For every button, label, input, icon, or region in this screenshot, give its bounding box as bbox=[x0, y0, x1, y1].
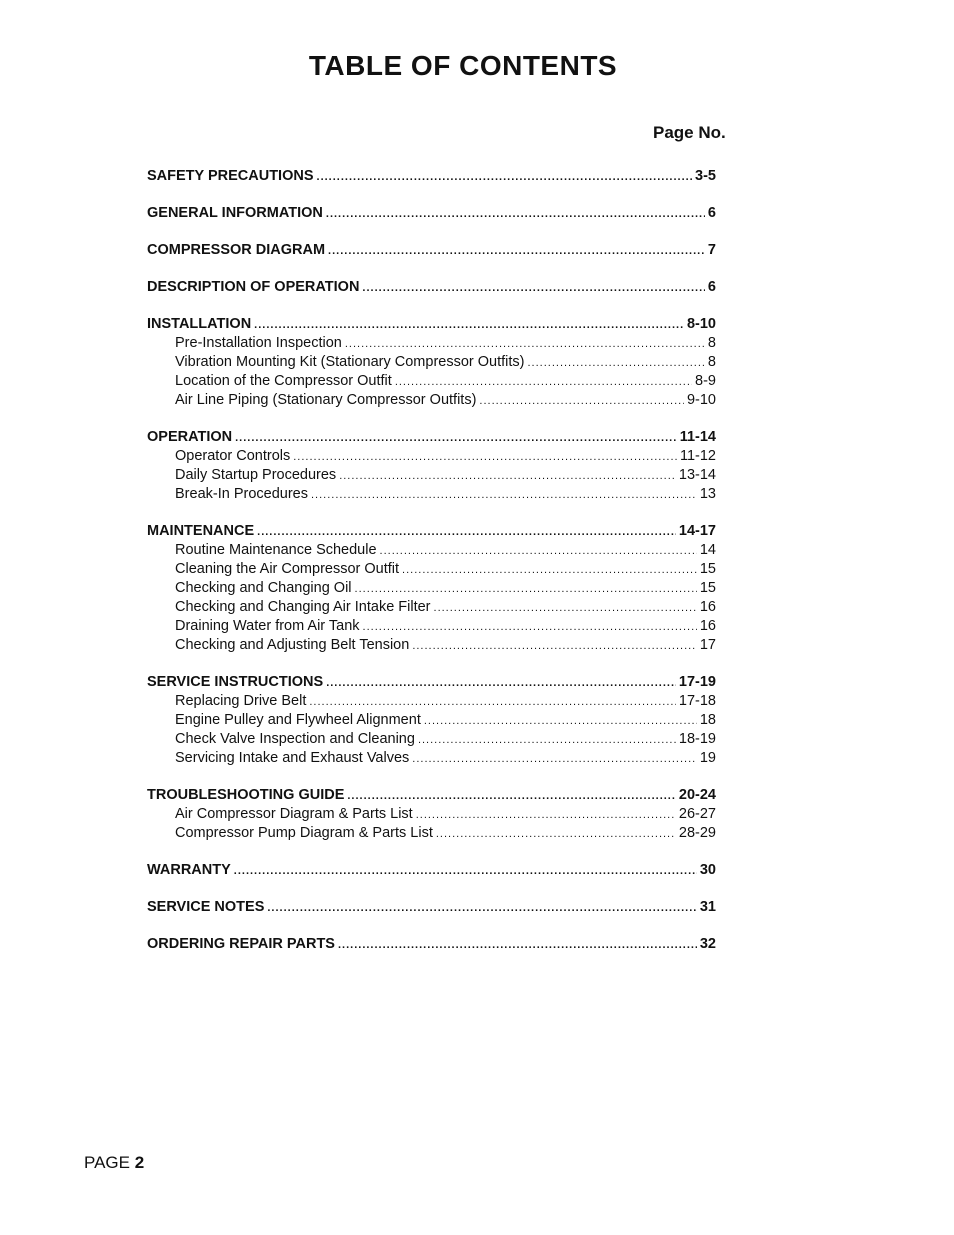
toc-subentry-label: Cleaning the Air Compressor Outfit bbox=[175, 561, 400, 577]
toc-section-page: 6 bbox=[707, 279, 716, 295]
toc-subentry-page: 17-18 bbox=[678, 693, 716, 709]
dot-leader bbox=[479, 395, 684, 407]
toc-subentry-page: 13-14 bbox=[678, 467, 716, 483]
toc-section-page: 6 bbox=[707, 205, 716, 221]
toc-section bbox=[147, 936, 716, 955]
dot-leader bbox=[402, 564, 697, 576]
toc-subentry bbox=[147, 392, 716, 411]
toc-subentry-label: Engine Pulley and Flywheel Alignment bbox=[175, 712, 421, 728]
toc-subentry-page: 19 bbox=[699, 750, 716, 766]
dot-leader bbox=[395, 376, 692, 388]
toc-section-page: 11-14 bbox=[679, 429, 716, 445]
dot-leader bbox=[418, 734, 676, 746]
toc-section bbox=[147, 168, 716, 187]
toc-subentry bbox=[147, 618, 716, 637]
toc-section-page: 7 bbox=[707, 242, 716, 258]
toc-subentry-label: Location of the Compressor Outfit bbox=[175, 373, 392, 389]
toc-subentry bbox=[147, 750, 716, 769]
dot-leader bbox=[235, 432, 677, 444]
toc-section-entry bbox=[147, 316, 716, 335]
toc-section bbox=[147, 242, 716, 261]
dot-leader bbox=[257, 526, 676, 538]
toc-section-page: 20-24 bbox=[678, 787, 716, 803]
toc-section bbox=[147, 674, 716, 769]
toc-subentry-page: 9-10 bbox=[686, 392, 716, 408]
toc-section bbox=[147, 899, 716, 918]
toc-section-entry bbox=[147, 279, 716, 298]
toc-subentry-label: Pre-Installation Inspection bbox=[175, 335, 342, 351]
dot-leader bbox=[338, 939, 697, 951]
toc-section bbox=[147, 787, 716, 844]
dot-leader bbox=[528, 357, 705, 369]
dot-leader bbox=[412, 753, 697, 765]
dot-leader bbox=[412, 640, 697, 652]
page-footer bbox=[84, 1153, 144, 1173]
toc-section-title: SAFETY PRECAUTIONS bbox=[147, 168, 314, 184]
toc-subentry bbox=[147, 561, 716, 580]
dot-leader bbox=[267, 902, 696, 914]
dot-leader bbox=[254, 319, 684, 331]
toc-subentry-page: 26-27 bbox=[678, 806, 716, 822]
toc-section bbox=[147, 279, 716, 298]
toc-subentry bbox=[147, 637, 716, 656]
toc-subentry bbox=[147, 806, 716, 825]
table-of-contents bbox=[147, 168, 716, 973]
toc-subentry-label: Compressor Pump Diagram & Parts List bbox=[175, 825, 433, 841]
toc-section-title: WARRANTY bbox=[147, 862, 231, 878]
dot-leader bbox=[434, 602, 697, 614]
dot-leader bbox=[326, 208, 705, 220]
toc-subentry bbox=[147, 486, 716, 505]
toc-section-title: MAINTENANCE bbox=[147, 523, 255, 539]
toc-subentry-label: Checking and Changing Oil bbox=[175, 580, 352, 596]
toc-subentry bbox=[147, 373, 716, 392]
toc-subentry-label: Check Valve Inspection and Cleaning bbox=[175, 731, 415, 747]
toc-subentry-label: Daily Startup Procedures bbox=[175, 467, 337, 483]
toc-section-page: 3-5 bbox=[695, 168, 716, 184]
toc-section-page: 14-17 bbox=[678, 523, 716, 539]
toc-section-title: SERVICE INSTRUCTIONS bbox=[147, 674, 324, 690]
toc-subentry bbox=[147, 731, 716, 750]
dot-leader bbox=[424, 715, 697, 727]
toc-subentry-label: Break-In Procedures bbox=[175, 486, 308, 502]
toc-subentry bbox=[147, 712, 716, 731]
dot-leader bbox=[416, 809, 676, 821]
toc-subentry-page: 15 bbox=[699, 561, 716, 577]
toc-section-title: GENERAL INFORMATION bbox=[147, 205, 323, 221]
toc-subentry-label: Draining Water from Air Tank bbox=[175, 618, 360, 634]
toc-section-page: 32 bbox=[699, 936, 716, 952]
toc-subentry-page: 8 bbox=[707, 354, 716, 370]
dot-leader bbox=[293, 451, 677, 463]
toc-section bbox=[147, 316, 716, 411]
toc-section-entry bbox=[147, 429, 716, 448]
toc-subentry-page: 14 bbox=[699, 542, 716, 558]
toc-section-entry bbox=[147, 862, 716, 881]
toc-section-title: SERVICE NOTES bbox=[147, 899, 265, 915]
toc-section-entry bbox=[147, 899, 716, 918]
toc-subentry-label: Operator Controls bbox=[175, 448, 291, 464]
toc-section bbox=[147, 523, 716, 656]
toc-subentry bbox=[147, 693, 716, 712]
toc-subentry-label: Routine Maintenance Schedule bbox=[175, 542, 377, 558]
toc-subentry-page: 28-29 bbox=[678, 825, 716, 841]
toc-section-page: 31 bbox=[699, 899, 716, 915]
toc-subentry bbox=[147, 335, 716, 354]
toc-subentry-page: 13 bbox=[699, 486, 716, 502]
toc-subentry-label: Servicing Intake and Exhaust Valves bbox=[175, 750, 410, 766]
toc-section bbox=[147, 429, 716, 505]
toc-section-entry bbox=[147, 936, 716, 955]
toc-section-title: INSTALLATION bbox=[147, 316, 252, 332]
toc-subentry-label: Replacing Drive Belt bbox=[175, 693, 307, 709]
toc-section-title: OPERATION bbox=[147, 429, 233, 445]
dot-leader bbox=[363, 621, 697, 633]
dot-leader bbox=[309, 696, 676, 708]
dot-leader bbox=[339, 470, 676, 482]
dot-leader bbox=[345, 338, 705, 350]
toc-subentry bbox=[147, 354, 716, 373]
toc-subentry-page: 15 bbox=[699, 580, 716, 596]
toc-subentry-label: Vibration Mounting Kit (Stationary Compressor Outfits) bbox=[175, 354, 525, 370]
toc-subentry-page: 8 bbox=[707, 335, 716, 351]
toc-subentry bbox=[147, 467, 716, 486]
dot-leader bbox=[347, 790, 676, 802]
dot-leader bbox=[328, 245, 705, 257]
toc-subentry-page: 17 bbox=[699, 637, 716, 653]
toc-section bbox=[147, 205, 716, 224]
toc-section-title: DESCRIPTION OF OPERATION bbox=[147, 279, 360, 295]
toc-subentry-page: 16 bbox=[699, 618, 716, 634]
toc-subentry-page: 16 bbox=[699, 599, 716, 615]
toc-section-title: COMPRESSOR DIAGRAM bbox=[147, 242, 326, 258]
toc-subentry bbox=[147, 580, 716, 599]
toc-subentry-page: 18 bbox=[699, 712, 716, 728]
footer-page-label: PAGE bbox=[84, 1153, 130, 1172]
toc-section bbox=[147, 862, 716, 881]
dot-leader bbox=[317, 171, 693, 183]
toc-subentry-label: Checking and Changing Air Intake Filter bbox=[175, 599, 431, 615]
dot-leader bbox=[380, 545, 697, 557]
toc-section-title: TROUBLESHOOTING GUIDE bbox=[147, 787, 345, 803]
toc-subentry bbox=[147, 542, 716, 561]
toc-section-entry bbox=[147, 674, 716, 693]
toc-section-entry bbox=[147, 242, 716, 261]
toc-subentry-page: 18-19 bbox=[678, 731, 716, 747]
toc-section-entry bbox=[147, 787, 716, 806]
dot-leader bbox=[326, 677, 676, 689]
page-number-column-header: Page No. bbox=[653, 123, 726, 142]
dot-leader bbox=[234, 865, 697, 877]
toc-subentry bbox=[147, 448, 716, 467]
dot-leader bbox=[436, 828, 676, 840]
dot-leader bbox=[362, 282, 705, 294]
toc-section-page: 17-19 bbox=[678, 674, 716, 690]
toc-subentry bbox=[147, 599, 716, 618]
toc-subentry-page: 11-12 bbox=[679, 448, 716, 464]
page-title: TABLE OF CONTENTS bbox=[308, 50, 618, 81]
dot-leader bbox=[311, 489, 697, 501]
toc-subentry-page: 8-9 bbox=[695, 373, 716, 389]
toc-section-title: ORDERING REPAIR PARTS bbox=[147, 936, 335, 952]
toc-section-page: 30 bbox=[699, 862, 716, 878]
toc-section-entry bbox=[147, 205, 716, 224]
footer-page-number: 2 bbox=[134, 1153, 145, 1172]
dot-leader bbox=[355, 583, 697, 595]
toc-section-entry bbox=[147, 168, 716, 187]
toc-section-page: 8-10 bbox=[686, 316, 716, 332]
toc-section-entry bbox=[147, 523, 716, 542]
toc-subentry-label: Air Line Piping (Stationary Compressor Outfits) bbox=[175, 392, 477, 408]
toc-subentry-label: Checking and Adjusting Belt Tension bbox=[175, 637, 410, 653]
toc-subentry bbox=[147, 825, 716, 844]
toc-subentry-label: Air Compressor Diagram & Parts List bbox=[175, 806, 413, 822]
